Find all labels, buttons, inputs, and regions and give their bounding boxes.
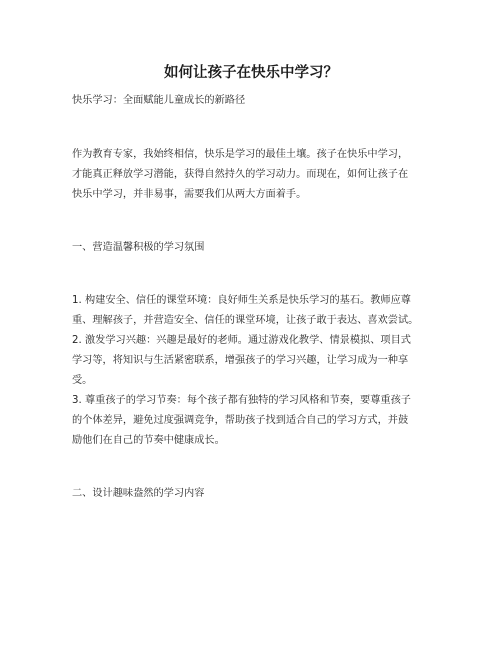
section-2-heading: 二、设计趣味盎然的学习内容 <box>72 488 205 499</box>
section-1-line-8: 励他们在自己的节奏中健康成长。 <box>72 435 225 446</box>
section-1-line-4: 学习等，将知识与生活紧密联系，增强孩子的学习兴趣，让学习成为一种享 <box>72 355 409 366</box>
section-1-line-2: 重、理解孩子，并营造安全、信任的课堂环境，让孩子敢于表达、喜欢尝试。 <box>72 315 419 326</box>
section-1-line-6: 3. 尊重孩子的学习节奏：每个孩子都有独特的学习风格和节奏，要尊重孩子 <box>72 395 411 406</box>
section-1-line-5: 受。 <box>72 375 93 386</box>
intro-line-1: 作为教育专家，我始终相信，快乐是学习的最佳土壤。孩子在快乐中学习， <box>72 149 409 160</box>
section-1-line-7: 的个体差异，避免过度强调竞争，帮助孩子找到适合自己的学习方式，并鼓 <box>72 415 409 426</box>
document-title: 如何让孩子在快乐中学习？ <box>164 65 338 81</box>
intro-line-3: 快乐中学习，并非易事，需要我们从两大方面着手。 <box>72 189 307 200</box>
section-1-line-3: 2. 激发学习兴趣：兴趣是最好的老师。通过游戏化教学、情景模拟、项目式 <box>72 335 411 346</box>
section-1-heading: 一、营造温馨积极的学习氛围 <box>72 242 205 253</box>
section-1-line-1: 1. 构建安全、信任的课堂环境：良好师生关系是快乐学习的基石。教师应尊 <box>72 295 411 306</box>
document-subtitle: 快乐学习：全面赋能儿童成长的新路径 <box>72 95 246 106</box>
intro-line-2: 才能真正释放学习潜能，获得自然持久的学习动力。而现在，如何让孩子在 <box>72 169 409 180</box>
